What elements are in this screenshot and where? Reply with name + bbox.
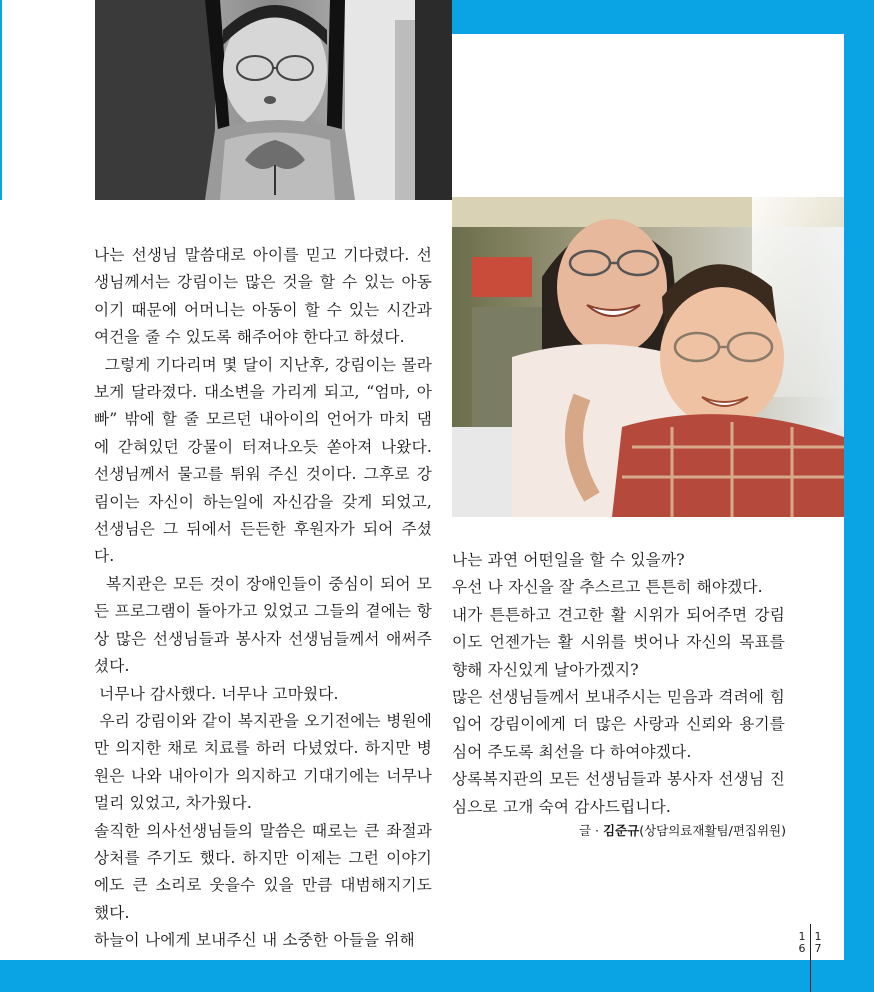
author-credit — [560, 821, 786, 839]
author-name: 김준규 — [602, 823, 640, 838]
article-column-left — [94, 242, 438, 955]
credit-prefix: 글 · — [578, 823, 603, 838]
paragraph: 그렇게 기다리며 몇 달이 지난후, 강림이는 몰라보게 달라졌다. 대소변을 가리게 되고, “엄마, 아빠” 밖에 할 줄 모르던 내아이의 언어가 마치 댐에 갇혀있던 강물이 터져나오듯 쏟아져 나왔다. 선생님께서 물고를 튀워 주신 것이다. 그후로 강림이는 자신이 하는일에 자신감을 갖게 되었고, 선생님은 그 뒤에서 든든한 후원자가 되어 주셨다. — [94, 355, 438, 566]
paragraph: 많은 선생님들께서 보내주시는 믿음과 격려에 힘입어 강림이에게 더 많은 사랑과 신뢰와 용기를 심어 주도록 최선을 다 하여야겠다. — [452, 688, 785, 761]
right-accent-band — [844, 0, 874, 992]
photo-mother-son — [452, 197, 844, 517]
author-affiliation: (상담의료재활팀/편집위원) — [639, 823, 786, 838]
page-number-left: 1 6 — [798, 930, 806, 955]
page-number-right: 1 7 — [814, 930, 822, 955]
paragraph: 우리 강림이와 같이 복지관을 오기전에는 병원에만 의지한 채로 치료를 하러 다녔었다. 하지만 병원은 나와 내아이가 의지하고 기대기에는 너무나 멀리 있었고, 차가웠다. — [94, 711, 438, 813]
paragraph: 나는 선생님 말씀대로 아이를 믿고 기다렸다. 선생님께서는 강림이는 많은 것을 할 수 있는 아동이기 때문에 어머니는 아동이 할 수 있는 시간과 여건을 줄 수 있도록 해주어야 한다고 하셨다. — [94, 246, 432, 347]
paragraph: 솔직한 의사선생님들의 말씀은 때로는 큰 좌절과 상처를 주기도 했다. 하지만 이제는 그런 이야기에도 큰 소리로 웃을수 있을 만큼 대범해지기도 했다. — [94, 821, 432, 922]
paragraph: 하늘이 나에게 보내주신 내 소중한 아들을 위해 — [94, 931, 415, 950]
bottom-accent-band — [0, 960, 874, 992]
paragraph: 상록복지관의 모든 선생님들과 봉사자 선생님 진심으로 고개 숙여 감사드립니다. — [452, 770, 785, 816]
paragraph: 복지관은 모든 것이 장애인들이 중심이 되어 모든 프로그램이 돌아가고 있었고 그들의 곁에는 항상 많은 선생님들과 봉사자 선생님들께서 애써주셨다. — [94, 574, 432, 676]
photo-child-stroller — [95, 0, 452, 200]
top-accent-band — [452, 0, 874, 34]
page-divider — [810, 924, 811, 992]
article-column-right — [452, 547, 785, 821]
left-accent-line — [0, 0, 2, 200]
paragraph: 나는 과연 어떤일을 할 수 있을까? — [452, 551, 685, 569]
paragraph: 우선 나 자신을 잘 추스르고 튼튼히 해야겠다. — [452, 578, 763, 597]
paragraph: 내가 튼튼하고 견고한 활 시위가 되어주면 강림이도 언젠가는 활 시위를 벗어나 자신의 목표를 향해 자신있게 날아가겠지? — [452, 605, 785, 679]
paragraph: 너무나 감사했다. 너무나 고마웠다. — [94, 684, 339, 703]
